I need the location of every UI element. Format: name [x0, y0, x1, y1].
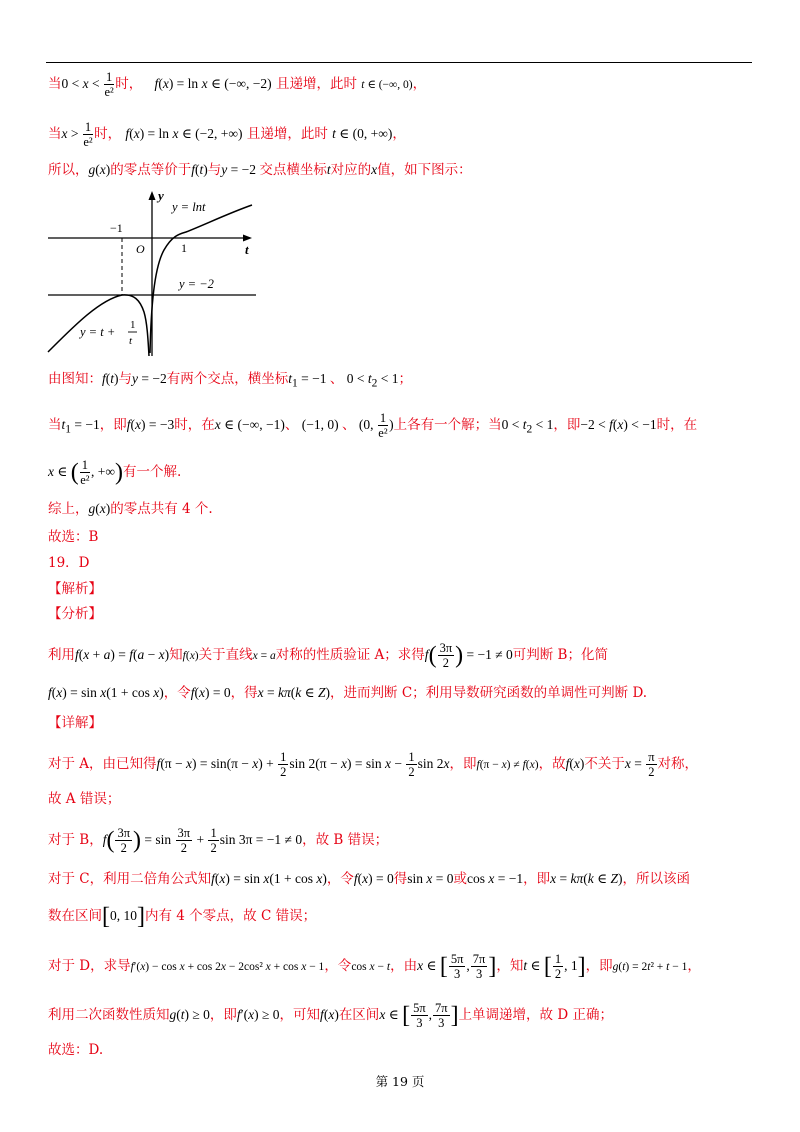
text-line-20: 对于 D，求导f′(x) − cos x + cos 2x − 2cos² x + cos x − 1，令cos x − t，由x ∈ [ $\frac{5\pi}{3}$ , $\frac{7\pi}{3}$ ]，知t ∈ [ $\frac{1}{2}$ , 1]，即g(t) = 2t² + t − 1， — [48, 952, 701, 981]
text-line-17: 对于 B，f( $\frac{3\pi}{2}$ ) = sin $\frac{3\pi}{2}$ + $\frac{1}{2}$ sin 3π = −1 ≠ 0，故 B 错误； — [48, 826, 389, 855]
tick-label-neg1: −1 — [110, 221, 123, 235]
curve-label-t-plus: y = t + — [80, 325, 116, 339]
text-line-16: 故 A 错误； — [48, 791, 121, 807]
text-line-18: 对于 C，利用二倍角公式知f(x) = sin x(1 + cos x)，令f(x) = 0得sin x = 0或cos x = −1，即x = kπ(k ∈ Z)，所以该函 — [48, 871, 691, 887]
line-label-minus2: y = −2 — [179, 277, 214, 291]
answer-d: 故选：D. — [48, 1042, 104, 1058]
text-line-1: 当0 < x < $\frac{1}{\text{e²}}$ 时， f(x) = ln x ∈ (−∞, −2) 且递增，此时 t ∈ (−∞, 0)， — [48, 70, 427, 99]
header-rule — [46, 62, 752, 63]
text-line-5: 当$t_1 = -1$，即f(x) = −3时，在x ∈ (−∞, −1)、 (−1, 0) 、 (0, $\frac{1}{\text{e²}}$ )上各有一个解；当$0 < t_2 < 1$，即−2 < f(x) < −1时，在 — [48, 411, 698, 440]
t-axis-label: t — [245, 242, 249, 257]
frac-num: 1 — [130, 319, 136, 331]
text-line-13: f(x) = sin x(1 + cos x)，令f(x) = 0，得x = kπ(k ∈ Z)，进而判断 C；利用导数研究函数的单调性可判断 D. — [48, 685, 648, 701]
section-jiexi: 【解析】 — [48, 581, 102, 597]
y-axis-label: y — [158, 188, 164, 203]
text-line-4: 由图知：f(t)与y = −2有两个交点，横坐标$t_1 = -1$ 、 $0 < t_2 < 1$； — [48, 371, 413, 390]
origin-label: O — [136, 242, 145, 256]
text-line-2: 当x > $\frac{1}{\text{e²}}$ 时， f(x) = ln x ∈ (−2, +∞) 且递增，此时 t ∈ (0, +∞)， — [48, 120, 406, 149]
question-19: 19．D — [48, 555, 90, 571]
text-line-7: 综上，g(x)的零点共有 4 个. — [48, 501, 213, 517]
text-line-12: 利用f(x + a) = f(a − x)知f(x)关于直线x = a对称的性质验证 A；求得f( $\frac{3\pi}{2}$ ) = −1 ≠ 0可判断 B；化简 — [48, 641, 608, 670]
section-fenxi: 【分析】 — [48, 606, 102, 622]
text-line-15: 对于 A，由已知得f(π − x) = sin(π − x) + $\frac{1}{2}$ sin 2(π − x) = sin x − $\frac{1}{2}$ sin 2x，即f(π − x) ≠ f(x)，故f(x)不关于x = $\frac{\pi}{2}$ 对称， — [48, 750, 699, 779]
page-footer: 第 19 页 — [375, 1074, 425, 1089]
function-graph — [44, 188, 264, 360]
text-line-6: x ∈ ( $\frac{1}{\text{e²}}$ , +∞)有一个解. — [48, 458, 182, 487]
tick-label-one: 1 — [181, 241, 187, 255]
frac-den: t — [129, 335, 133, 347]
text-line-3: 所以，g(x)的零点等价于f(t)与y = −2 交点横坐标t对应的x值，如下图示： — [48, 162, 472, 178]
curve-label-lnt: y = lnt — [172, 200, 206, 214]
text-line-21: 利用二次函数性质知g(t) ≥ 0，即f′(x) ≥ 0，可知f(x)在区间x ∈ [ $\frac{5\pi}{3}$ , $\frac{7\pi}{3}$ ]上单调递增，故 D 正确； — [48, 1001, 613, 1030]
text-line-19: 数在区间[0, 10]内有 4 个零点，故 C 错误； — [48, 903, 317, 930]
answer-b: 故选：B — [48, 529, 99, 545]
section-xiangjie: 【详解】 — [48, 715, 102, 731]
